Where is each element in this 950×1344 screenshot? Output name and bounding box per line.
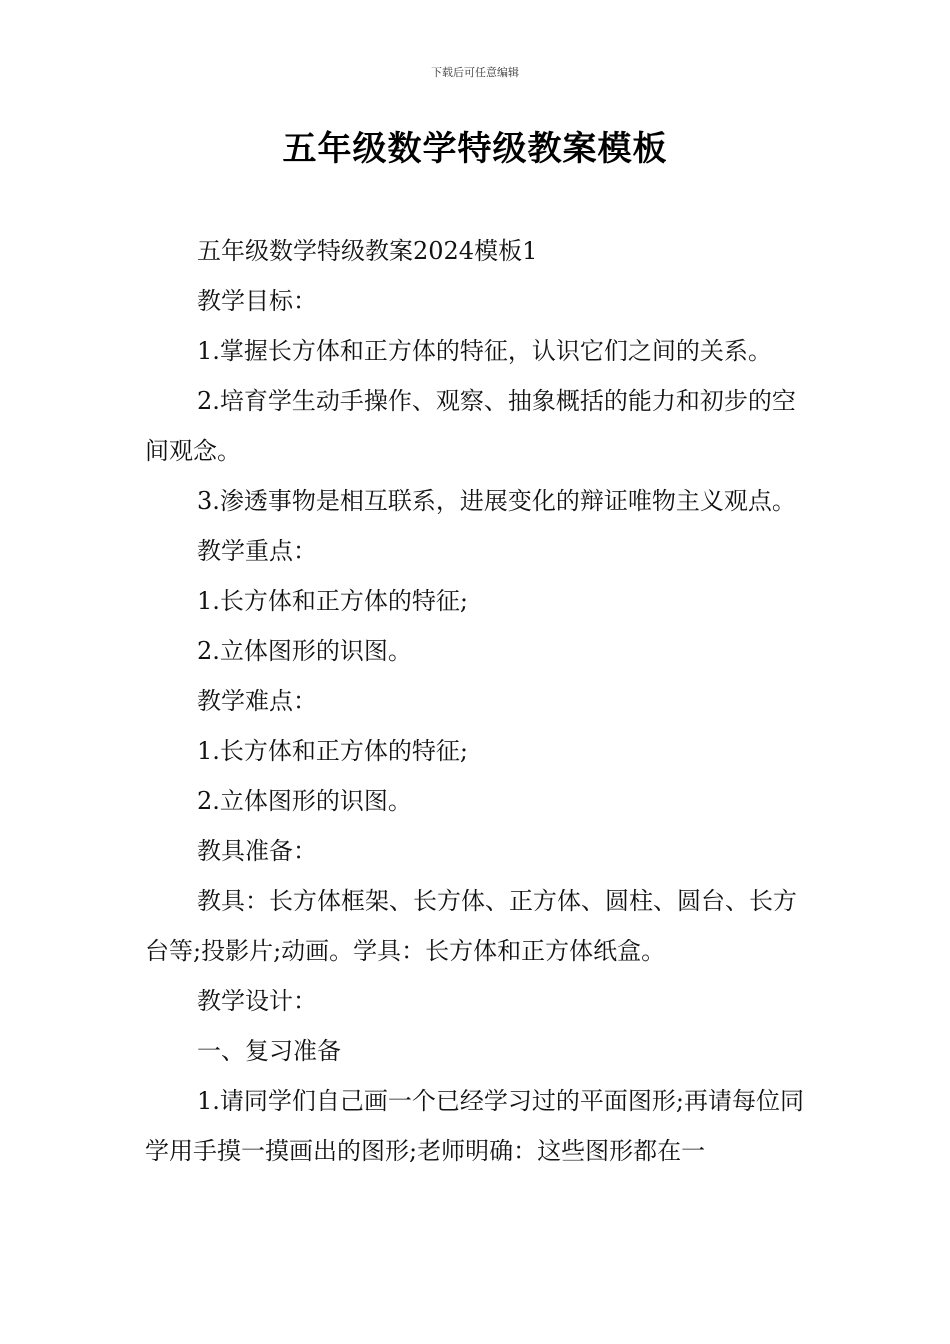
paragraph-template-heading: 五年级数学特级教案2024模板1 xyxy=(197,237,538,265)
document-title: 五年级数学特级教案模板 xyxy=(282,129,668,169)
paragraph-difficulty-1: 1.长方体和正方体的特征; xyxy=(197,737,468,765)
paragraph-review-1: 1.请同学们自己画一个已经学习过的平面图形;再请每位同学用手摸一摸画出的图形;老师明确：这些图形都在一 xyxy=(145,1087,804,1165)
paragraph-review-heading: 一、复习准备 xyxy=(197,1037,341,1065)
paragraph-materials: 教具：长方体框架、长方体、正方体、圆柱、圆台、长方台等;投影片;动画。学具：长方体和正方体纸盒。 xyxy=(145,887,797,965)
paragraph-difficulties-heading: 教学难点： xyxy=(197,687,317,715)
paragraph-objective-1: 1.掌握长方体和正方体的特征，认识它们之间的关系。 xyxy=(197,337,772,365)
paragraph-difficulty-2: 2.立体图形的识图。 xyxy=(197,787,412,815)
paragraph-design-heading: 教学设计： xyxy=(197,987,317,1015)
header-note: 下载后可任意编辑 xyxy=(431,66,519,79)
document-body xyxy=(145,226,810,1176)
paragraph-key-point-2: 2.立体图形的识图。 xyxy=(197,637,412,665)
paragraph-objectives-heading: 教学目标： xyxy=(197,287,317,315)
paragraph-objective-2: 2.培育学生动手操作、观察、抽象概括的能力和初步的空间观念。 xyxy=(145,387,796,465)
paragraph-key-point-1: 1.长方体和正方体的特征; xyxy=(197,587,468,615)
paragraph-materials-heading: 教具准备： xyxy=(197,837,317,865)
paragraph-objective-3: 3.渗透事物是相互联系，进展变化的辩证唯物主义观点。 xyxy=(197,487,796,515)
paragraph-key-points-heading: 教学重点： xyxy=(197,537,317,565)
